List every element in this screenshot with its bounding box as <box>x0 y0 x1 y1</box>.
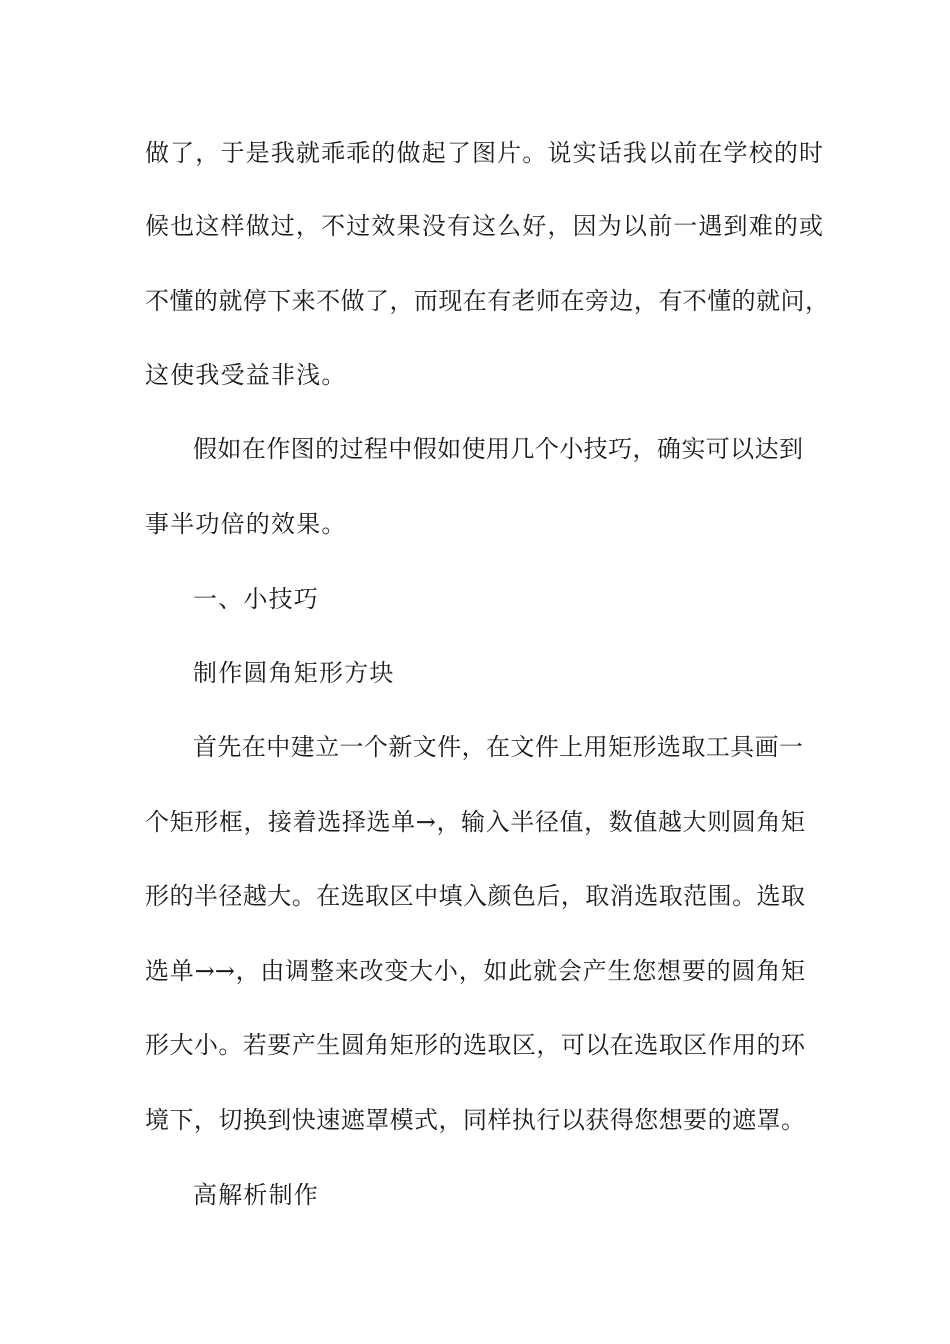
paragraph-line: 境下，切换到快速遮罩模式，同样执行以获得您想要的遮罩。 <box>145 1106 805 1134</box>
paragraph-line: 选单→→，由调整来改变大小，如此就会产生您想要的圆角矩 <box>145 957 805 985</box>
paragraph-line: 假如在作图的过程中假如使用几个小技巧，确实可以达到 <box>193 435 803 463</box>
paragraph-line: 不懂的就停下来不做了，而现在有老师在旁边，有不懂的就问， <box>145 287 829 315</box>
paragraph-line: 首先在中建立一个新文件，在文件上用矩形选取工具画一 <box>193 733 803 761</box>
paragraph-line: 做了，于是我就乖乖的做起了图片。说实话我以前在学校的时 <box>145 139 823 167</box>
subsection-heading: 制作圆角矩形方块 <box>193 659 395 687</box>
paragraph-line: 形大小。若要产生圆角矩形的选取区，可以在选取区作用的环 <box>145 1031 805 1059</box>
paragraph-line: 个矩形框，接着选择选单→，输入半径值，数值越大则圆角矩 <box>145 808 805 836</box>
paragraph-line: 候也这样做过，不过效果没有这么好，因为以前一遇到难的或 <box>145 212 823 240</box>
paragraph-line: 这使我受益非浅。 <box>145 361 347 389</box>
section-heading: 一、小技巧 <box>193 585 319 613</box>
subsection-heading: 高解析制作 <box>193 1181 319 1209</box>
paragraph-line: 形的半径越大。在选取区中填入颜色后，取消选取范围。选取 <box>145 882 805 910</box>
paragraph-line: 事半功倍的效果。 <box>145 510 347 538</box>
